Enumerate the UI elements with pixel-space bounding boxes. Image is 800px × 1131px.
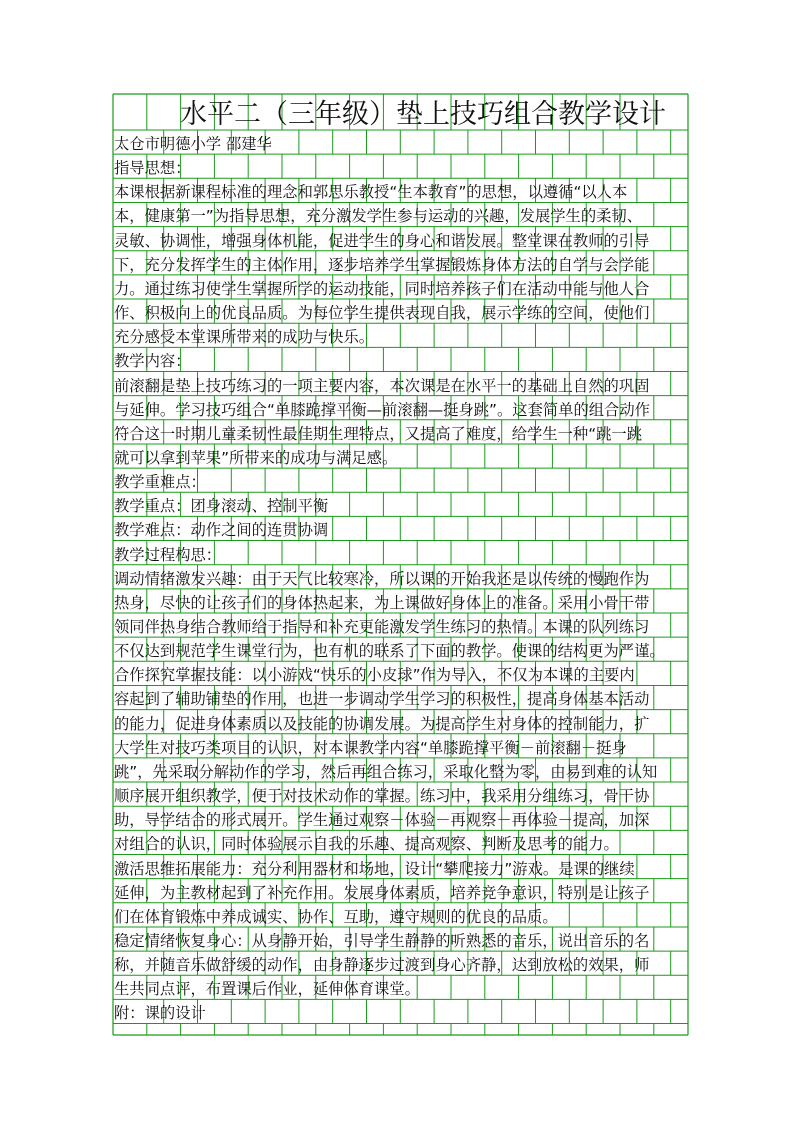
- text-line: 教学内容：: [114, 352, 191, 371]
- text-line: 激活思维拓展能力：充分利用器材和场地，设计“攀爬接力”游戏。是课的继续: [114, 859, 635, 878]
- text-line: 力。通过练习使学生掌握所学的运动技能，同时培养孩子们在活动中能与他人合: [114, 279, 650, 298]
- text-line: 们在体育锻炼中养成诚实、协作、互助，遵守规则的优良的品质。: [114, 907, 558, 926]
- text-line: 下，充分发挥学生的主体作用，逐步培养学生掌握锻炼身体方法的自学与会学能: [114, 255, 650, 274]
- text-line: 本课根据新课程标准的理念和郭思乐教授“生本教育”的思想，以遵循“以人本: [114, 183, 628, 202]
- text-line: 前滚翻是垫上技巧练习的一项主要内容，本次课是在水平一的基础上自然的巩固: [114, 376, 650, 395]
- text-line: 教学过程构思：: [114, 545, 222, 564]
- text-line: 充分感受本堂课所带来的成功与快乐。: [114, 328, 375, 347]
- text-line: 顺序展开组织教学，便于对技术动作的掌握。练习中，我采用分组练习，骨干协: [114, 787, 650, 806]
- text-line: 就可以拿到苹果”所带来的成功与满足感。: [114, 448, 398, 467]
- page-title: 水平二（三年级）垫上技巧组合教学设计: [180, 99, 666, 130]
- text-line: 教学重点：团身滚动、控制平衡: [114, 497, 329, 516]
- text-line: 作、积极向上的优良品质。为每位学生提供表现自我，展示学练的空间，使他们: [114, 304, 650, 323]
- text-line: 延伸，为主教材起到了补充作用。发展身体素质，培养竞争意识，特别是让孩子: [114, 883, 650, 902]
- text-line: 容起到了辅助铺垫的作用，也进一步调动学生学习的积极性，提高身体基本活动: [114, 690, 650, 709]
- text-line: 教学重难点：: [114, 473, 206, 492]
- text-line: 对组合的认识，同时体验展示自我的乐趣、提高观察、判断及思考的能力。: [114, 835, 619, 854]
- text-line: 的能力，促进身体素质以及技能的协调发展。为提高学生对身体的控制能力，扩: [114, 714, 650, 733]
- text-line: 符合这一时期儿童柔韧性最佳期生理特点，又提高了难度，给学生一种“跳一跳: [114, 424, 643, 443]
- text-line: 跳”，先采取分解动作的学习，然后再组合练习，采取化整为零，由易到难的认知: [114, 762, 658, 781]
- text-line: 大学生对技巧类项目的认识，对本课教学内容“单膝跪撑平衡－前滚翻－挺身: [114, 738, 627, 757]
- text-line: 领同伴热身结合教师给于指导和补充更能激发学生练习的热情。本课的队列练习: [114, 618, 650, 636]
- text-line: 灵敏、协调性，增强身体机能，促进学生的身心和谐发展。整堂课在教师的引导: [114, 231, 650, 250]
- text-line: 称，并随音乐做舒缓的动作，由身静逐步过渡到身心齐静，达到放松的效果，师: [114, 956, 650, 975]
- text-line: 热身，尽快的让孩子们的身体热起来，为上课做好身体上的准备。采用小骨干带: [114, 593, 650, 612]
- text-line: 不仅达到规范学生课堂行为，也有机的联系了下面的教学。使课的结构更为严谨。: [114, 642, 665, 661]
- text-line: 太仓市明德小学 邵建华: [114, 135, 272, 153]
- text-line: 指导思想：: [114, 159, 191, 178]
- text-line: 稳定情绪恢复身心：从身静开始，引导学生静静的听熟悉的音乐，说出音乐的名: [114, 931, 650, 950]
- text-line: 教学难点：动作之间的连贯协调: [114, 521, 329, 540]
- text-line: 合作探究掌握技能：以小游戏“快乐的小皮球”作为导入，不仅为本课的主要内: [114, 666, 635, 685]
- text-line: 调动情绪激发兴趣：由于天气比较寒冷，所以课的开始我还是以传统的慢跑作为: [114, 569, 650, 588]
- text-line: 助，导学结合的形式展开。学生通过观察－体验－再观察－再体验－提高，加深: [114, 811, 650, 830]
- text-line: 本，健康第一”为指导思想，充分激发学生参与运动的兴趣，发展学生的柔韧、: [114, 207, 643, 226]
- text-line: 附：课的设计: [114, 1004, 206, 1023]
- text-line: 与延伸。学习技巧组合“单膝跪撑平衡—前滚翻—挺身跳”。这套简单的组合动作: [114, 400, 650, 419]
- text-line: 生共同点评，布置课后作业，延伸体育课堂。: [114, 980, 420, 999]
